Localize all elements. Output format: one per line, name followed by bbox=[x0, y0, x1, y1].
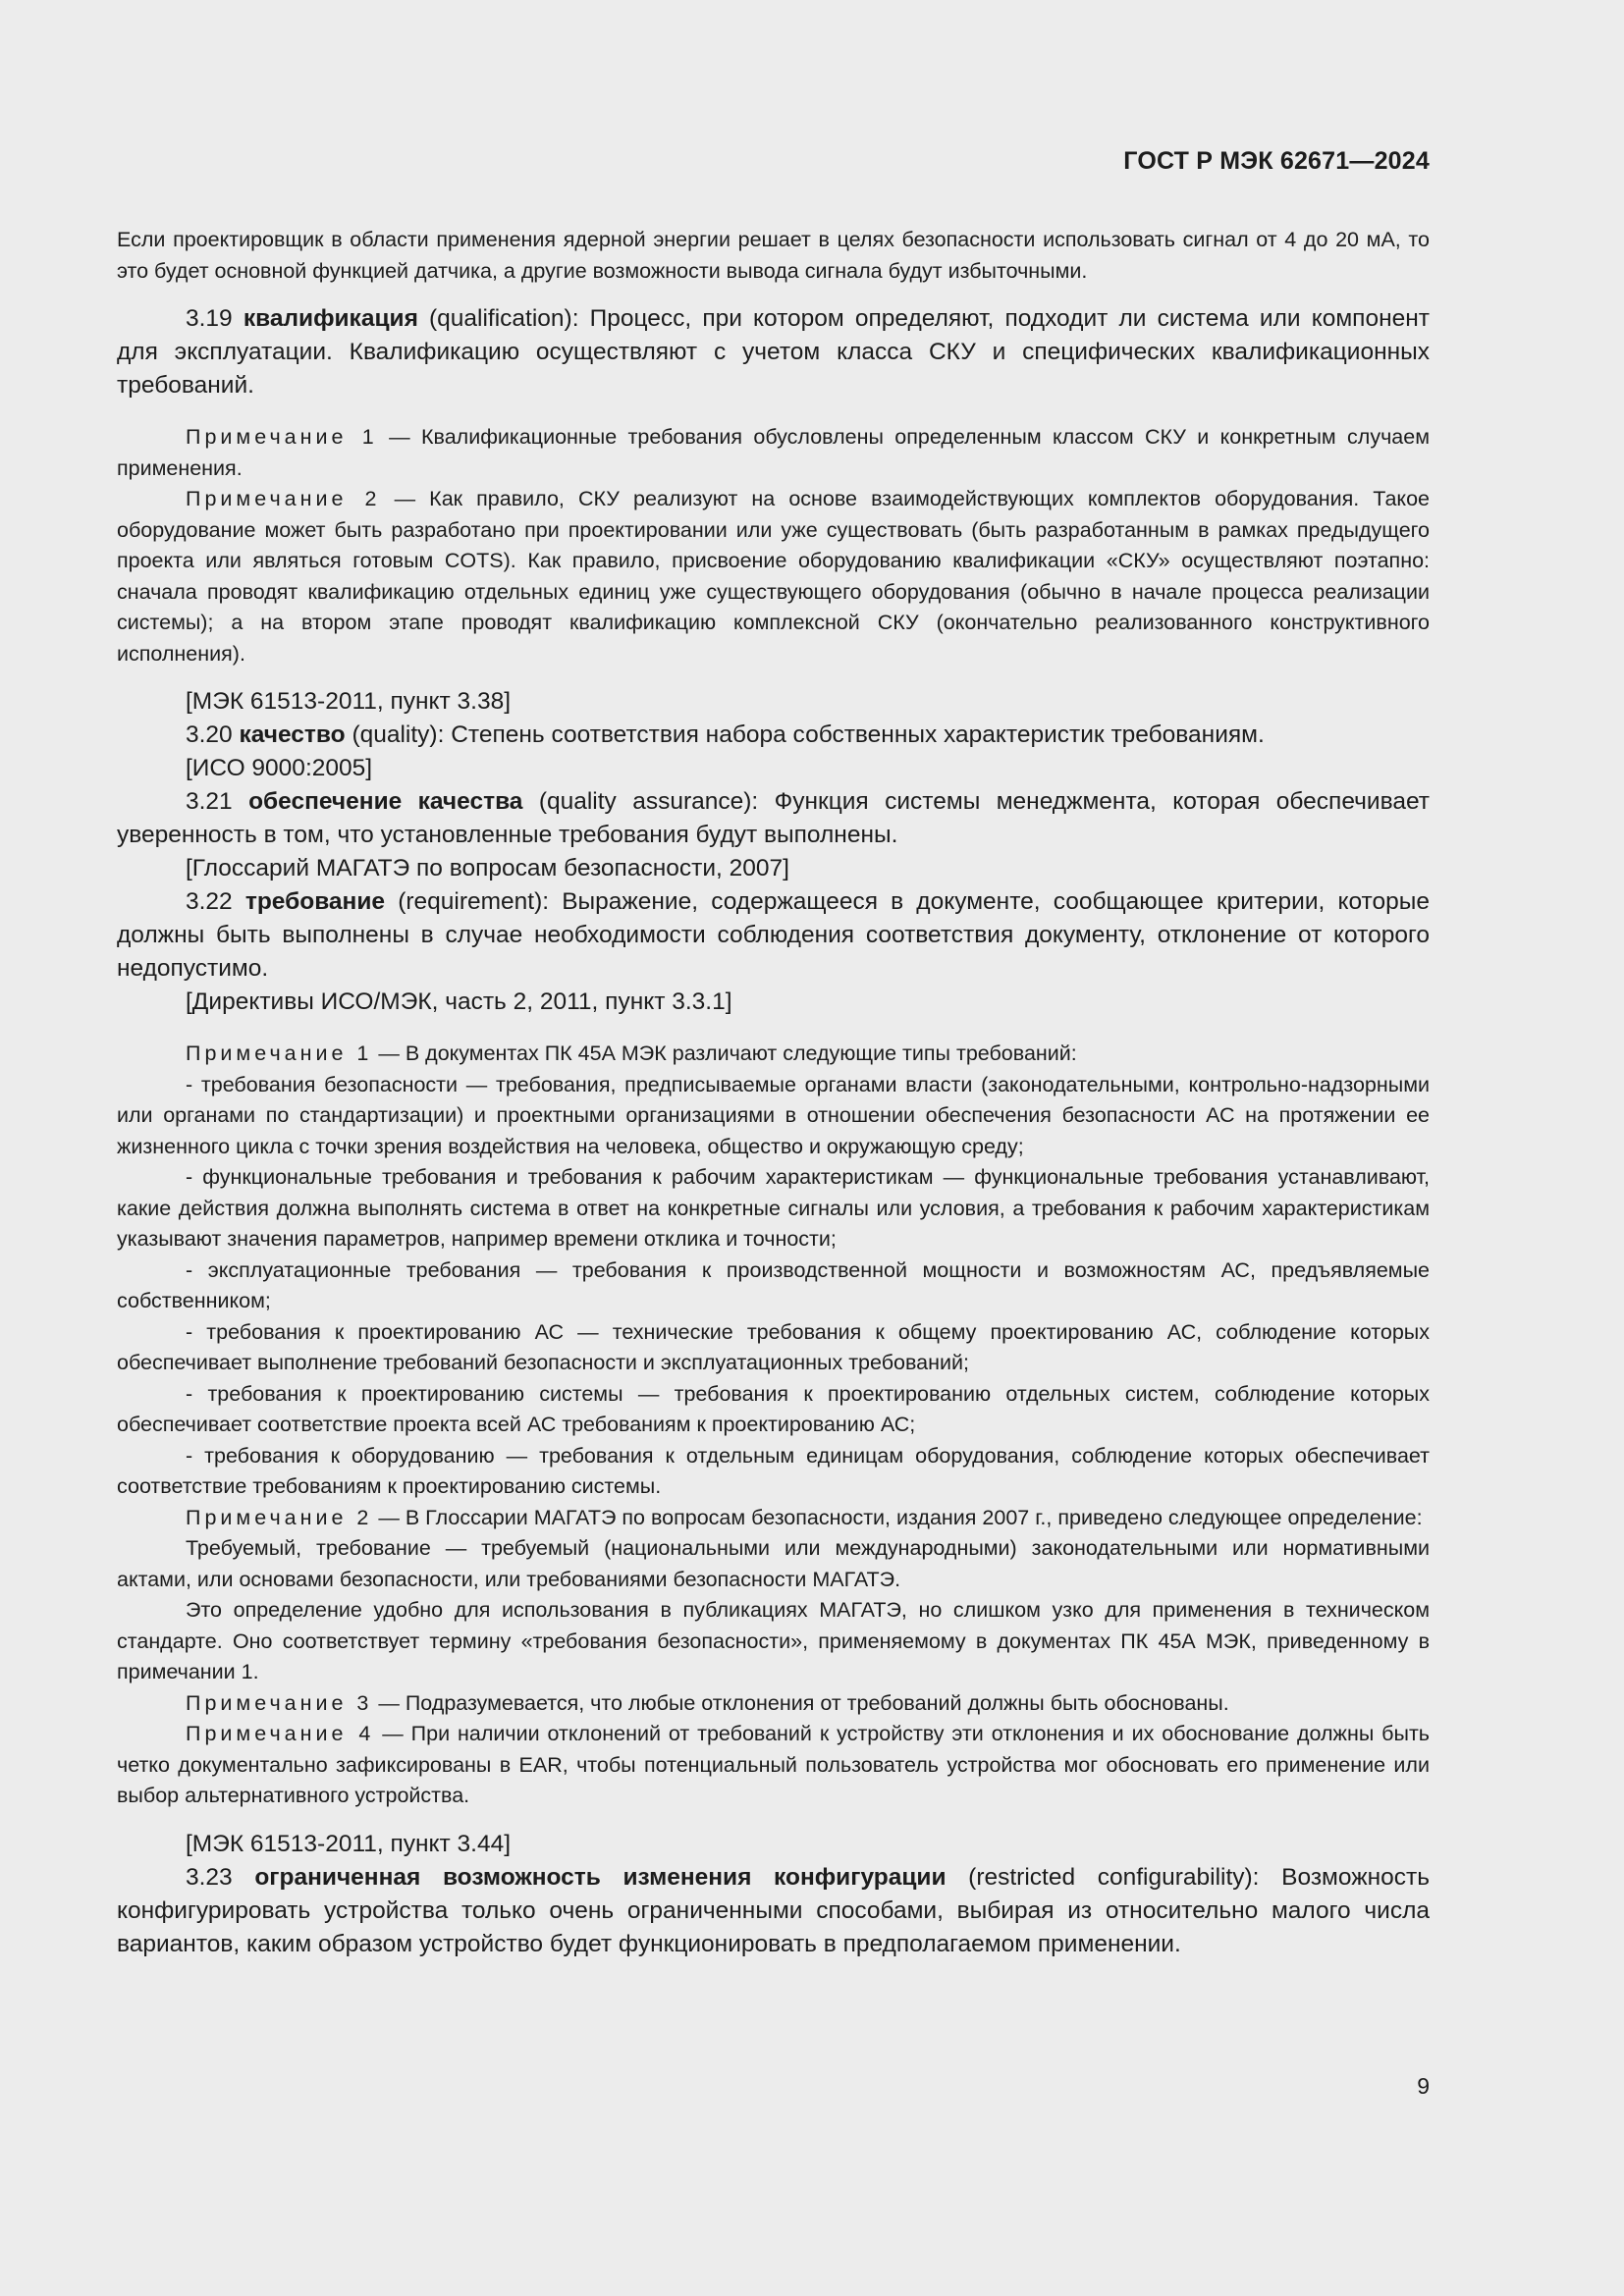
note-text: — При наличии отклонений от требований к устройству эти отклонения и их обоснование должны быть четко документально зафиксированы в EAR, чтобы потенциальный пользователь устройства мог обосновать его применение или выбор альтернативного устройства. bbox=[117, 1722, 1430, 1807]
term-english: (quality assurance): bbox=[538, 788, 759, 815]
source-3-22: [Директивы ИСО/МЭК, часть 2, 2011, пункт 3.3.1] bbox=[186, 988, 732, 1015]
document-body bbox=[117, 225, 1430, 1961]
list-item: - эксплуатационные требования — требования к производственной мощности и возможностям АС, предъявляемые собственником; bbox=[117, 1257, 1430, 1312]
note-label: Примечание 2 bbox=[186, 1505, 373, 1529]
document-header: ГОСТ Р МЭК 62671—2024 bbox=[1123, 147, 1430, 175]
term-number: 3.20 bbox=[186, 721, 233, 748]
note-quote: Требуемый, требование — требуемый (национальными или международными) законодательными или нормативными актами, или основами безопасности, или требованиями безопасности МАГАТЭ. bbox=[117, 1536, 1430, 1591]
term-3-19 bbox=[117, 302, 1430, 402]
list-item: - требования к проектированию системы — требования к проектированию отдельных систем, соблюдение которых обеспечивает соответствие проекта всей АС требованиям к проектированию АС; bbox=[117, 1381, 1430, 1436]
list-item: - требования к проектированию АС — технические требования к общему проектированию АС, соблюдение которых обеспечивает выполнение требований безопасности и эксплуатационных требований; bbox=[117, 1319, 1430, 1374]
note-3-22-2 bbox=[117, 1503, 1430, 1534]
term-name: ограниченная возможность изменения конфигурации bbox=[254, 1863, 947, 1891]
term-english: (requirement): bbox=[398, 888, 550, 915]
note-label: Примечание 4 bbox=[186, 1722, 375, 1745]
term-3-21 bbox=[117, 785, 1430, 852]
term-number: 3.23 bbox=[186, 1863, 233, 1891]
term-definition: Выражение, содержащееся в документе, сообщающее критерии, которые должны быть выполнены в случае необходимости соблюдения соответствия документу, отклонение от которого недопустимо. bbox=[117, 888, 1430, 982]
note-text: — Подразумевается, что любые отклонения от требований должны быть обоснованы. bbox=[378, 1690, 1229, 1715]
term-name: квалификация bbox=[243, 305, 418, 332]
note-label: Примечание 1 bbox=[186, 1041, 373, 1065]
term-number: 3.22 bbox=[186, 888, 233, 915]
term-definition: Степень соответствия набора собственных характеристик требованиям. bbox=[451, 721, 1265, 748]
term-definition: Функция системы менеджмента, которая обеспечивает уверенность в том, что установленные требования будут выполнены. bbox=[117, 788, 1430, 848]
note-3-22-4 bbox=[117, 1719, 1430, 1812]
term-english: (restricted configurability): bbox=[968, 1863, 1260, 1891]
note-3-22-3 bbox=[117, 1688, 1430, 1720]
source-3-22-2: [МЭК 61513-2011, пункт 3.44] bbox=[186, 1830, 512, 1857]
list-item: - требования безопасности — требования, предписываемые органами власти (законодательными, контрольно-надзорными или органами по стандартизации) и проектными организациями в отношении обеспечения безопасности АС на протяжении ее жизненного цикла с точки зрения воздействия на человека, общество и окружающую среду; bbox=[117, 1072, 1430, 1158]
note-3-19-1 bbox=[117, 422, 1430, 484]
term-english: (quality): bbox=[352, 721, 445, 748]
term-name: качество bbox=[239, 721, 346, 748]
source-3-20: [ИСО 9000:2005] bbox=[186, 755, 373, 781]
term-name: обеспечение качества bbox=[248, 788, 523, 815]
term-definition: Возможность конфигурировать устройства только очень ограниченными способами, выбирая из относительно малого числа вариантов, каким образом устройство будет функционировать в предполагаемом применении. bbox=[117, 1863, 1431, 1957]
note-text: — В Глоссарии МАГАТЭ по вопросам безопасности, издания 2007 г., приведено следующее определение: bbox=[378, 1505, 1423, 1529]
term-number: 3.21 bbox=[186, 788, 233, 815]
note-text: — Как правило, СКУ реализуют на основе взаимодействующих комплектов оборудования. Такое оборудование может быть разработано при проектировании или уже существовать (быть разработанным в рамках предыдущего проекта или являться готовым COTS). Как правило, присвоение оборудованию квалификации «СКУ» осуществляют поэтапно: сначала проводят квалификацию отдельных единиц уже существующего оборудования (обычно в начале процесса реализации системы); а на втором этапе проводят квалификацию комплексной СКУ (окончательно реализованного конструктивного исполнения). bbox=[117, 487, 1430, 666]
source-3-19: [МЭК 61513-2011, пункт 3.38] bbox=[186, 688, 512, 715]
term-name: требование bbox=[244, 888, 386, 915]
page-number: 9 bbox=[1417, 2073, 1430, 2099]
list-item: - функциональные требования и требования к рабочим характеристикам — функциональные требования устанавливают, какие действия должна выполнять система в ответ на конкретные сигналы или условия, а требования к рабочим характеристикам указывают значения параметров, например времени отклика и точности; bbox=[117, 1165, 1430, 1251]
note-text: — В документах ПК 45А МЭК различают следующие типы требований: bbox=[378, 1041, 1077, 1065]
note-3-19-2 bbox=[117, 484, 1430, 669]
term-number: 3.19 bbox=[186, 305, 233, 332]
term-3-20 bbox=[117, 719, 1430, 752]
term-3-22 bbox=[117, 885, 1430, 986]
note-text: — Квалификационные требования обусловлены определенным классом СКУ и конкретным случаем применения. bbox=[117, 425, 1430, 480]
note-label: Примечание 1 bbox=[186, 425, 378, 449]
term-3-23 bbox=[117, 1861, 1430, 1961]
source-3-21: [Глоссарий МАГАТЭ по вопросам безопасности, 2007] bbox=[186, 855, 789, 881]
note-label: Примечание 3 bbox=[186, 1690, 373, 1715]
note-label: Примечание 2 bbox=[186, 487, 381, 510]
note-3-22-1 bbox=[117, 1039, 1430, 1070]
term-english: (qualification): bbox=[429, 305, 579, 332]
note-comment: Это определение удобно для использования в публикациях МАГАТЭ, но слишком узко для применения в техническом стандарте. Оно соответствует термину «требования безопасности», применяемому в документах ПК 45А МЭК, приведенному в примечании 1. bbox=[117, 1598, 1430, 1683]
list-item: - требования к оборудованию — требования к отдельным единицам оборудования, соблюдение которых обеспечивает соответствие требованиям к проектированию системы. bbox=[117, 1443, 1430, 1498]
term-definition: Процесс, при котором определяют, подходит ли система или компонент для эксплуатации. Квалификацию осуществляют с учетом класса СКУ и специфических квалификационных требований. bbox=[117, 305, 1430, 399]
intro-paragraph: Если проектировщик в области применения ядерной энергии решает в целях безопасности использовать сигнал от 4 до 20 мА, то это будет основной функцией датчика, а другие возможности вывода сигнала будут избыточными. bbox=[117, 228, 1430, 283]
